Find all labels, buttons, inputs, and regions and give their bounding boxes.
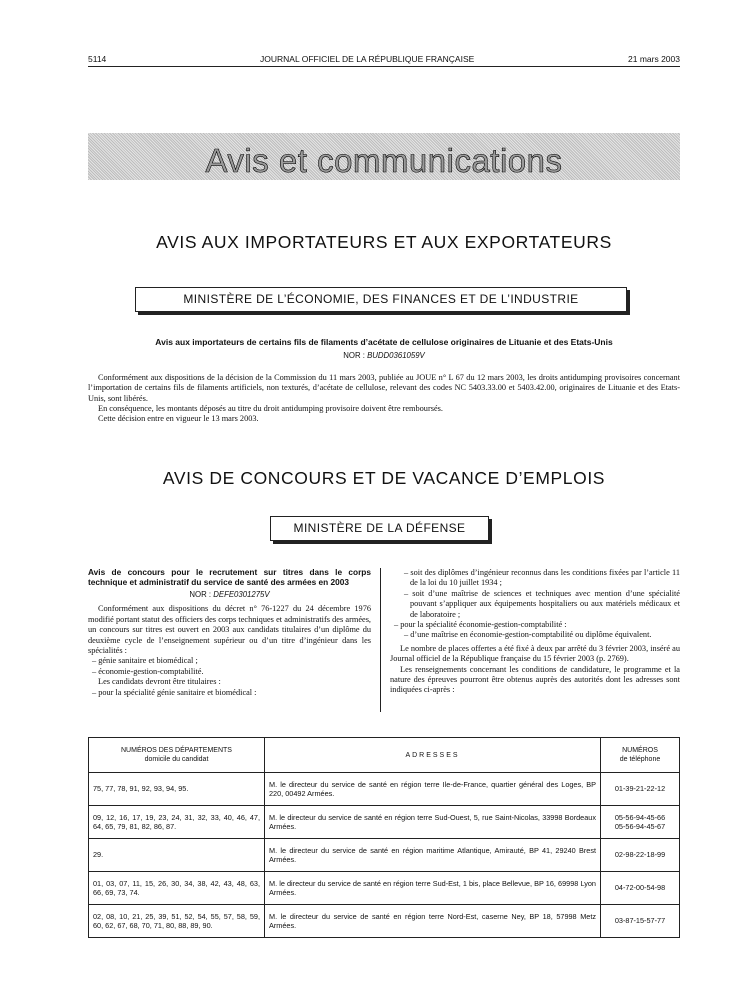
list-item: – génie sanitaire et biomédical ;	[92, 656, 198, 666]
issue-date: 21 mars 2003	[628, 54, 680, 64]
phone-cell: 05-56-94-45-66 05-56-94-45-67	[601, 806, 680, 839]
phone-cell: 01-39-21-22-12	[601, 773, 680, 806]
paragraph: Conformément aux dispositions du décret n° 76-1227 du 24 décembre 1976 modifié portant statut des officiers des corps techniques et administratifs des armées, un concours sur titres est ouvert en 2003 aux candidats titulaires d’un diplôme du deuxième cycle de l’enseignement supérieur ou d’un titre d’ingénieur dans les spécialités :	[88, 604, 371, 656]
dept-cell: 02, 08, 10, 21, 25, 39, 51, 52, 54, 55, 57, 58, 59, 60, 62, 67, 68, 70, 71, 80, 88, 89, 90.	[89, 905, 265, 938]
header-departments: NUMÉROS DES DÉPARTEMENTS domicile du candidat	[89, 738, 265, 773]
left-column	[88, 568, 371, 698]
table-row	[89, 773, 680, 806]
list-item: – pour la spécialité génie sanitaire et biomédical :	[92, 687, 257, 697]
paragraph: Cette décision entre en vigueur le 13 mars 2003.	[98, 414, 259, 424]
notice-title-concours: Avis de concours pour le recrutement sur titres dans le corps technique et administratif du service de santé des armées en 2003	[88, 567, 371, 587]
dept-cell: 75, 77, 78, 91, 92, 93, 94, 95.	[89, 773, 265, 806]
notice-nor-concours: NOR : DEFE0301275V	[189, 590, 270, 599]
ministry-box-economy: MINISTÈRE DE L’ÉCONOMIE, DES FINANCES ET DE L’INDUSTRIE	[135, 287, 627, 312]
paragraph: Les renseignements concernant les conditions de candidature, le programme et la nature des épreuves pourront être obtenus auprès des autorités dont les adresses sont indiquées ci-après :	[390, 664, 680, 695]
notice-title-import: Avis aux importateurs de certains fils de filaments d’acétate de cellulose originaires de Lituanie et des Etats-Unis	[155, 337, 613, 347]
paragraph: En conséquence, les montants déposés au titre du droit antidumping provisoire doivent être remboursés.	[98, 403, 443, 413]
section-title-concours: AVIS DE CONCOURS ET DE VACANCE D’EMPLOIS	[162, 468, 606, 488]
addresses-table	[88, 737, 680, 938]
running-header	[88, 54, 680, 64]
list-item: – soit d’une maîtrise de sciences et techniques avec mention d’une spécialité pouvant s’appliquer aux équipements hospitaliers ou aux matériels médicaux et de laboratoire ;	[404, 588, 680, 619]
ministry-box-defense: MINISTÈRE DE LA DÉFENSE	[270, 516, 489, 541]
list-item: – économie-gestion-comptabilité.	[92, 666, 204, 676]
notice-nor-import: NOR : BUDD0361059V	[343, 351, 425, 360]
table-row	[89, 839, 680, 872]
address-cell: M. le directeur du service de santé en région terre Ile-de-France, quartier général des Loges, BP 220, 00492 Armées.	[265, 773, 601, 806]
dept-cell: 01, 03, 07, 11, 15, 26, 30, 34, 38, 42, 43, 48, 63, 66, 69, 73, 74.	[89, 872, 265, 905]
address-cell: M. le directeur du service de santé en région terre Sud-Ouest, 5, rue Saint-Nicolas, 33998 Bordeaux Armées.	[265, 806, 601, 839]
header-phone: NUMÉROS de téléphone	[601, 738, 680, 773]
journal-name: JOURNAL OFFICIEL DE LA RÉPUBLIQUE FRANÇAISE	[260, 54, 475, 64]
header-addresses: ADRESSES	[265, 738, 601, 773]
phone-cell: 04-72-00-54-98	[601, 872, 680, 905]
address-cell: M. le directeur du service de santé en région maritime Atlantique, Amirauté, BP 41, 29240 Brest Armées.	[265, 839, 601, 872]
section-title-import-export: AVIS AUX IMPORTATEURS ET AUX EXPORTATEURS	[156, 232, 612, 252]
table-row	[89, 806, 680, 839]
address-cell: M. le directeur du service de santé en région terre Sud-Est, 1 bis, place Bellevue, BP 16, 69998 Lyon Armées.	[265, 872, 601, 905]
column-divider	[380, 568, 381, 712]
dept-cell: 29.	[89, 839, 265, 872]
paragraph: Conformément aux dispositions de la décision de la Commission du 11 mars 2003, publiée au JOUE n° L 67 du 12 mars 2003, les droits antidumping provisoires concernant l’importation de certains fils de filaments artificiels, non texturés, d’acétate de cellulose, relevant des codes NC 5403.33.00 et 5403.42.00, originaires de Lituanie et des Etats-Unis, sont libérés.	[88, 373, 680, 403]
dept-cell: 09, 12, 16, 17, 19, 23, 24, 31, 32, 33, 40, 46, 47, 64, 65, 79, 81, 82, 86, 87.	[89, 806, 265, 839]
list-item: – d’une maîtrise en économie-gestion-comptabilité ou diplôme équivalent.	[404, 630, 652, 640]
phone-cell: 03-87-15-57-77	[601, 905, 680, 938]
table-row	[89, 872, 680, 905]
list-item: – pour la spécialité économie-gestion-comptabilité :	[394, 620, 567, 630]
page-number: 5114	[88, 54, 107, 64]
phone-cell: 02-98-22-18-99	[601, 839, 680, 872]
paragraph: Le nombre de places offertes a été fixé à deux par arrêté du 3 février 2003, inséré au Journal officiel de la République française du 15 février 2003 (p. 2769).	[390, 643, 680, 664]
notice-body-import	[88, 373, 680, 424]
banner-title: Avis et communications	[205, 142, 563, 179]
right-column	[390, 568, 680, 696]
paragraph: Les candidats devront être titulaires :	[98, 677, 221, 687]
address-cell: M. le directeur du service de santé en région terre Nord-Est, caserne Ney, BP 18, 57998 Metz Armées.	[265, 905, 601, 938]
header-rule	[88, 66, 680, 67]
table-row	[89, 905, 680, 938]
list-item: – soit des diplômes d’ingénieur reconnus dans les conditions fixées par l’article 11 de la loi du 10 juillet 1934 ;	[404, 568, 680, 588]
table-header-row	[89, 738, 680, 773]
